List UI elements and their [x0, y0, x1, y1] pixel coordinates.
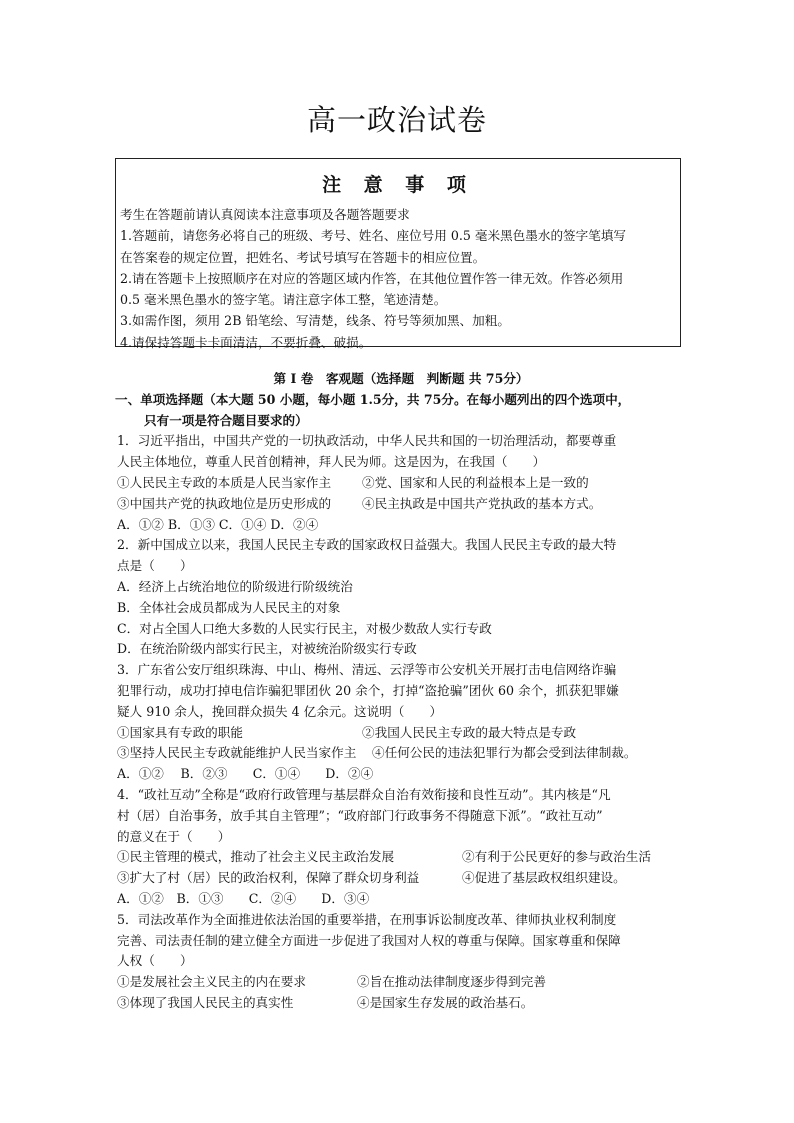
- exam-content: [117, 369, 685, 1014]
- q5-option-1: ①是发展社会主义民主的内在要求: [117, 974, 306, 990]
- q1-option-4: ④民主执政是中国共产党执政的基本方式。: [362, 495, 602, 511]
- q4-stem-line: 村（居）自治事务，放手其自主管理”；“政府部门行政事务不得随意下派”。“政社互动”: [117, 807, 603, 823]
- q2-option-a: A．经济上占统治地位的阶级进行阶级统治: [117, 578, 353, 594]
- q1-options-row: [117, 494, 685, 515]
- q4-option-2: ②有利于公民更好的参与政治生活: [462, 849, 651, 865]
- q5-stem-line: 5．司法改革作为全面推进依法治国的重要举措，在刑事诉讼制度改革、律师执业权利制度: [117, 911, 617, 927]
- part1-title: 第 I 卷 客观题（选择题 判断题 共 75分）: [273, 371, 529, 386]
- q3-options-row: [117, 723, 685, 744]
- q3-stem-line: 3．广东省公安厅组织珠海、中山、梅州、清远、云浮等市公安机关开展打击电信网络诈骗: [117, 662, 617, 678]
- q5-option-2: ②旨在推动法律制度逐步得到完善: [357, 974, 546, 990]
- q4-stem-line: 的意义在于（ ）: [117, 828, 231, 844]
- q1-stem-line: 1．习近平指出，中国共产党的一切执政活动，中华人民共和国的一切治理活动，都要尊重: [117, 433, 617, 449]
- notice-line: 2.请在答题卡上按照顺序在对应的答题区域内作答，在其他位置作答一律无效。作答必须用: [120, 270, 624, 286]
- q4-stem-line: 4．“政社互动”全称是“政府行政管理与基层群众自治有效衔接和良性互动”。其内核是“凡: [117, 786, 611, 802]
- q5-stem-line: 人权（ ）: [117, 953, 193, 969]
- q4-options-row: [117, 868, 685, 889]
- notice-box: [115, 158, 681, 350]
- q3-option-1: ①国家具有专政的职能: [117, 724, 243, 740]
- q2-stem-line: 点是（ ）: [117, 558, 193, 574]
- q5-options-row: [117, 972, 685, 993]
- q1-option-2: ②党、国家和人民的利益根本上是一致的: [362, 474, 589, 490]
- q5-option-3: ③体现了我国人民民主的真实性: [117, 994, 294, 1010]
- q2-stem-line: 2．新中国成立以来，我国人民民主专政的国家政权日益强大。我国人民民主专政的最大特: [117, 537, 617, 553]
- q2-option-c: C．对占全国人口绝大多数的人民实行民主，对极少数敌人实行专政: [117, 620, 492, 636]
- notice-line: 考生在答题前请认真阅读本注意事项及各题答题要求: [120, 207, 410, 222]
- q1-options-row: [117, 473, 685, 494]
- section1-title-cont: 只有一项是符合题目要求的）: [144, 412, 308, 428]
- q3-option-4: ④任何公民的违法犯罪行为都会受到法律制裁。: [372, 745, 637, 761]
- page-title: 高一政治试卷: [306, 103, 487, 137]
- q4-option-3: ③扩大了村（居）民的政治权利，保障了群众切身利益: [117, 870, 420, 886]
- notice-line: 4.请保持答题卡卡面清洁，不要折叠、破损。: [120, 334, 372, 350]
- notice-line: 1.答题前，请您务必将自己的班级、考号、姓名、座位号用 0.5 毫米黑色墨水的签字笔填写: [120, 228, 627, 244]
- q1-option-1: ①人民民主专政的本质是人民当家作主: [117, 474, 332, 490]
- q1-stem-line: 人民主体地位，尊重人民首创精神，拜人民为师。这是因为，在我国（ ）: [117, 454, 546, 470]
- notice-line: 在答案卷的规定位置，把姓名、考试号填写在答题卡的相应位置。: [120, 249, 486, 265]
- q3-options-row: [117, 743, 685, 764]
- q3-stem-line: 犯罪行动，成功打掉电信诈骗犯罪团伙 20 余个，打掉“盗抢骗”团伙 60 余个，抓获犯罪嫌: [117, 682, 619, 698]
- q4-options-row: [117, 847, 685, 868]
- section1-title: 一、单项选择题（本大题 50 小题，每小题 1.5分，共 75分。在每小题列出的四个选项中，: [115, 391, 631, 407]
- q3-option-3: ③坚持人民民主专政就能维护人民当家作主: [117, 745, 357, 761]
- q5-options-row: [117, 993, 685, 1014]
- q3-option-2: ②我国人民民主专政的最大特点是专政: [362, 724, 577, 740]
- q4-option-1: ①民主管理的模式，推动了社会主义民主政治发展: [117, 849, 395, 865]
- q1-answers: A．①② B．①③ C．①④ D．②④: [117, 516, 319, 532]
- q4-option-4: ④促进了基层政权组织建设。: [462, 870, 626, 886]
- q4-answers: A．①② B．①③ C．②④ D．③④: [117, 890, 370, 906]
- q5-stem-line: 完善、司法责任制的建立健全方面进一步促进了我国对人权的尊重与保障。国家尊重和保障: [117, 932, 621, 948]
- q1-option-3: ③中国共产党的执政地位是历史形成的: [117, 495, 332, 511]
- q5-option-4: ④是国家生存发展的政治基石。: [357, 994, 534, 1010]
- notice-line: 0.5 毫米黑色墨水的签字笔。请注意字体工整，笔迹清楚。: [120, 292, 447, 308]
- q3-stem-line: 疑人 910 余人，挽回群众损失 4 亿余元。这说明（ ）: [117, 703, 443, 719]
- notice-heading: 注 意 事 项: [322, 174, 474, 196]
- q2-option-b: B．全体社会成员都成为人民民主的对象: [117, 599, 341, 615]
- q2-option-d: D．在统治阶级内部实行民主，对被统治阶级实行专政: [117, 641, 417, 657]
- q3-answers: A．①② B．②③ C．①④ D．②④: [117, 766, 374, 782]
- notice-line: 3.如需作图，须用 2B 铅笔绘、写清楚，线条、符号等须加黑、加粗。: [120, 313, 510, 329]
